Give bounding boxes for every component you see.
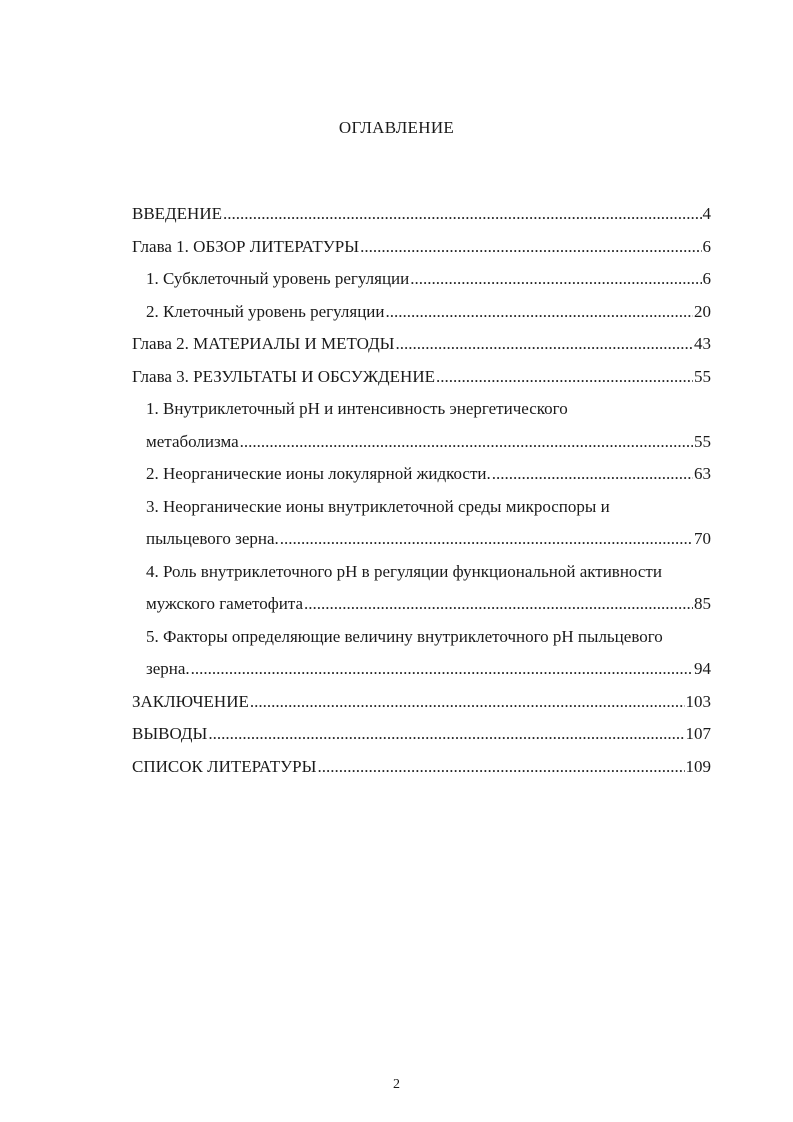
toc-entry xyxy=(132,491,711,556)
toc-entry-page: 55 xyxy=(694,431,711,451)
toc-entry-page: 94 xyxy=(694,659,711,678)
dot-leader xyxy=(280,523,693,556)
toc-entry-text: СПИСОК ЛИТЕРАТУРЫ xyxy=(132,756,317,776)
dot-leader xyxy=(436,361,693,394)
toc-entry-page: 103 xyxy=(685,691,711,711)
toc-entry-page: 63 xyxy=(694,464,711,483)
toc-entry-page: 85 xyxy=(694,594,711,613)
toc-entry-text: ВВЕДЕНИЕ xyxy=(132,204,222,223)
toc-entry-page: 4 xyxy=(702,204,711,223)
toc-entry xyxy=(132,328,711,361)
toc-entry-text: ВЫВОДЫ xyxy=(132,724,208,743)
toc-entry xyxy=(132,361,711,394)
toc-entry xyxy=(132,556,711,621)
toc-entry-page: 6 xyxy=(702,269,711,288)
toc-entry xyxy=(132,296,711,329)
dot-leader xyxy=(360,231,701,264)
dot-leader xyxy=(208,718,684,751)
toc-entry-page: 6 xyxy=(702,236,711,256)
page-number: 2 xyxy=(393,1077,400,1092)
toc-entry-text: 1. Внутриклеточный pH и интенсивность энергетического xyxy=(146,399,568,418)
toc-entry-page: 43 xyxy=(694,334,711,353)
toc-entry-text: 5. Факторы определяющие величину внутриклеточного pH пыльцевого xyxy=(146,626,663,646)
toc-entry xyxy=(132,718,711,751)
toc-entry-page: 107 xyxy=(685,724,711,743)
dot-leader xyxy=(240,426,693,459)
toc-entry-text: 1. Субклеточный уровень регуляции xyxy=(146,269,410,288)
dot-leader xyxy=(250,686,685,719)
toc-entry-text: пыльцевого зерна. xyxy=(146,529,279,548)
toc-entry-text: 3. Неорганические ионы внутриклеточной среды микроспоры и xyxy=(146,496,610,516)
toc-entry-page: 55 xyxy=(694,366,711,386)
dot-leader xyxy=(191,653,693,686)
toc-entry xyxy=(132,198,711,231)
toc-entry xyxy=(132,686,711,719)
toc-title: ОГЛАВЛЕНИЕ xyxy=(338,118,455,137)
toc-entry-page: 20 xyxy=(694,301,711,321)
toc-entry xyxy=(132,458,711,491)
toc-entry-text: 2. Неорганические ионы локулярной жидкости. xyxy=(146,464,491,483)
dot-leader xyxy=(492,458,693,491)
toc-entry-text: зерна. xyxy=(146,659,190,678)
toc-entry xyxy=(132,393,711,458)
dot-leader xyxy=(386,296,694,329)
toc-entry-page: 70 xyxy=(694,529,711,548)
dot-leader xyxy=(304,588,693,621)
toc-entry-text: 2. Клеточный уровень регуляции xyxy=(146,301,385,321)
dot-leader xyxy=(223,198,702,231)
toc-entry-page: 109 xyxy=(685,756,711,776)
toc-entry-text: Глава 2. МАТЕРИАЛЫ И МЕТОДЫ xyxy=(132,334,395,353)
toc-entry-text: 4. Роль внутриклеточного pH в регуляции функциональной активности xyxy=(146,561,662,581)
dot-leader xyxy=(396,328,694,361)
toc-entry-text: Глава 3. РЕЗУЛЬТАТЫ И ОБСУЖДЕНИЕ xyxy=(132,366,435,386)
toc-entry xyxy=(132,621,711,686)
toc-entry xyxy=(132,751,711,784)
toc-entry-text: метаболизма xyxy=(146,431,239,451)
toc-entry xyxy=(132,263,711,296)
dot-leader xyxy=(317,751,684,784)
toc-entry-text: мужского гаметофита xyxy=(146,594,304,613)
table-of-contents xyxy=(132,198,711,783)
dot-leader xyxy=(410,263,701,296)
toc-entry xyxy=(132,231,711,264)
toc-entry-text: ЗАКЛЮЧЕНИЕ xyxy=(132,691,249,711)
toc-entry-text: Глава 1. ОБЗОР ЛИТЕРАТУРЫ xyxy=(132,236,360,256)
